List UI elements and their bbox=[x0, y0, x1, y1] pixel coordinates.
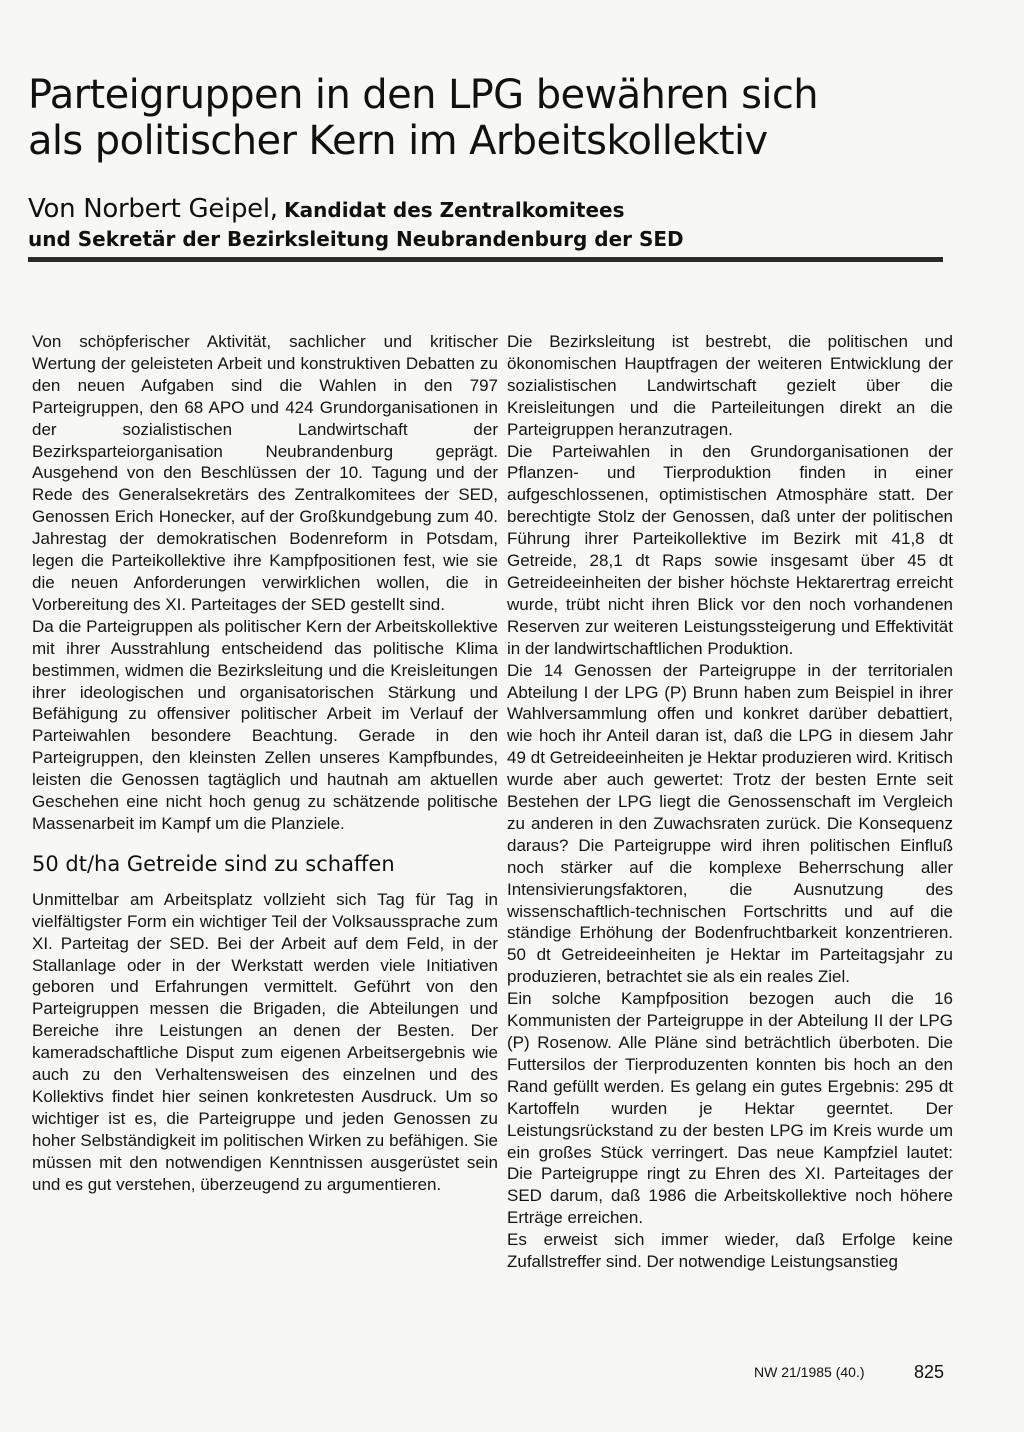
byline-line-1 bbox=[28, 194, 928, 225]
paragraph: Von schöpferischer Aktivität, sachlicher und kritischer Wertung der geleisteten Arbeit und konstruktiven Debatten zu den neuen Aufgaben sind die Wahlen in den 797 Parteigruppen, den 68 APO und 424 Grundorganisationen in der sozialistischen Landwirtschaft der Bezirksparteiorganisation Neubrandenburg geprägt. Ausgehend von den Beschlüssen der 10. Tagung und der Rede des Generalsekretärs des Zentralkomitees der SED, Genossen Erich Honecker, auf der Großkundgebung zum 40. Jahrestag der demokratischen Bodenreform in Potsdam, legen die Parteikollektive ihre Kampfpositionen fest, wie sie die neuen Anforderungen verwirklichen wollen, die in Vorbereitung des XI. Parteitages der SED gestellt sind. bbox=[32, 332, 498, 614]
byline-author: Von Norbert Geipel, bbox=[28, 194, 278, 224]
article-byline bbox=[28, 194, 928, 253]
paragraph: Ein solche Kampfposition bezogen auch die 16 Kommunisten der Parteigruppe in der Abteilung II der LPG (P) Rosenow. Alle Pläne sind beträchtlich überboten. Die Futtersilos der Tierproduzenten konnten bis hoch an den Rand gefüllt werden. Es gelang ein gutes Ergebnis: 295 dt Kartoffeln wurden je Hektar geerntet. Der Leistungsrückstand zu der besten LPG im Kreis wurde um ein großes Stück verringert. Das neue Kampfziel lautet: Die Parteigruppe ringt zu Ehren des XI. Parteitages der SED darum, daß 1986 die Arbeitskollektive noch höhere Erträge erreichen. bbox=[507, 989, 953, 1228]
right-column bbox=[507, 331, 953, 1273]
issue-label: NW 21/1985 (40.) bbox=[754, 1364, 865, 1380]
headline-line-1: Parteigruppen in den LPG bewähren sich bbox=[28, 72, 819, 118]
paragraph: Die Bezirksleitung ist bestrebt, die politischen und ökonomischen Hauptfragen der weiteren Entwicklung der sozialistischen Landwirtschaft gezielt über die Kreisleitungen und die Parteileitungen direkt an die Parteigruppen heranzutragen. bbox=[507, 332, 953, 439]
article-headline bbox=[28, 72, 928, 164]
section-subheading: 50 dt/ha Getreide sind zu schaffen bbox=[32, 851, 395, 876]
byline-line-2: und Sekretär der Bezirksleitung Neubrandenburg der SED bbox=[28, 227, 684, 251]
paragraph: Da die Parteigruppen als politischer Kern der Arbeitskollektive mit ihrer Ausstrahlung entscheidend das politische Klima bestimmen, widmen die Bezirksleitung und die Kreisleitungen ihrer ideologischen und organisatorischen Stärkung und Befähigung zu offensiver politischer Arbeit im Verlauf der Parteiwahlen besondere Beachtung. Gerade in den Parteigruppen, den kleinsten Zellen unseres Kampfbundes, leisten die Genossen tagtäglich und hautnah am aktuellen Geschehen eine nicht hoch genug zu schätzende politische Massenarbeit im Kampf um die Planziele. bbox=[32, 616, 498, 833]
header-divider bbox=[28, 257, 943, 262]
byline-role: Kandidat des Zentralkomitees bbox=[284, 198, 625, 222]
page-number: 825 bbox=[914, 1362, 945, 1382]
left-column bbox=[32, 331, 498, 1196]
paragraph: Unmittelbar am Arbeitsplatz vollzieht sich Tag für Tag in vielfältigster Form ein wichtiger Teil der Volksaussprache zum XI. Parteitag der SED. Bei der Arbeit auf dem Feld, in der Stallanlage oder in der Werkstatt werden viele Initiativen geboren und Erfahrungen vermittelt. Geführt von den Parteigruppen messen die Brigaden, die Abteilungen und Bereiche ihre Leistungen an denen der Besten. Der kameradschaftliche Disput zum eigenen Arbeitsergebnis wie auch zu den Verhaltensweisen des einzelnen und des Kollektivs findet hier seinen konkretesten Ausdruck. Um so wichtiger ist es, die Parteigruppe und jeden Genossen zu hoher Selbständigkeit im politischen Wirken zu befähigen. Sie müssen mit den notwendigen Kenntnissen ausgerüstet sein und es gut verstehen, überzeugend zu argumentieren. bbox=[32, 889, 498, 1194]
paragraph: Die Parteiwahlen in den Grundorganisationen der Pflanzen- und Tierproduktion finden in einer aufgeschlossenen, optimistischen Atmosphäre statt. Der berechtigte Stolz der Genossen, daß unter der politischen Führung ihrer Parteikollektive im Bezirk mit 41,8 dt Getreide, 28,1 dt Raps sowie insgesamt über 45 dt Getreideeinheiten der bisher höchste Hektarertrag erreicht wurde, trübt nicht ihren Blick vor den noch vorhandenen Reserven zur weiteren Leistungssteigerung und Effektivität in der landwirtschaftlichen Produktion. bbox=[507, 441, 953, 658]
paragraph: Die 14 Genossen der Parteigruppe in der territorialen Abteilung I der LPG (P) Brunn haben zum Beispiel in ihrer Wahlversammlung offen und konkret darüber debattiert, wie hoch ihr Anteil daran ist, daß die LPG in diesem Jahr 49 dt Getreideeinheiten je Hektar produzieren wird. Kritisch wurde aber auch gewertet: Trotz der besten Ernte seit Bestehen der LPG liegt die Genossenschaft im Vergleich zu anderen in den Zuwachsraten zurück. Die Konsequenz daraus? Die Parteigruppe wird ihren politischen Einfluß noch stärker auf die komplexe Beherrschung aller Intensivierungsfaktoren, die Ausnutzung des wissenschaftlich-technischen Fortschritts und auf die ständige Erhöhung der Bodenfruchtbarkeit konzentrieren. 50 dt Getreideeinheiten je Hektar im Parteitagsjahr zu produzieren, betrachtet sie als ein reales Ziel. bbox=[507, 660, 953, 987]
paragraph: Es erweist sich immer wieder, daß Erfolge keine Zufallstreffer sind. Der notwendige Leistungsanstieg bbox=[507, 1230, 953, 1272]
headline-line-2: als politischer Kern im Arbeitskollektiv bbox=[28, 118, 768, 164]
